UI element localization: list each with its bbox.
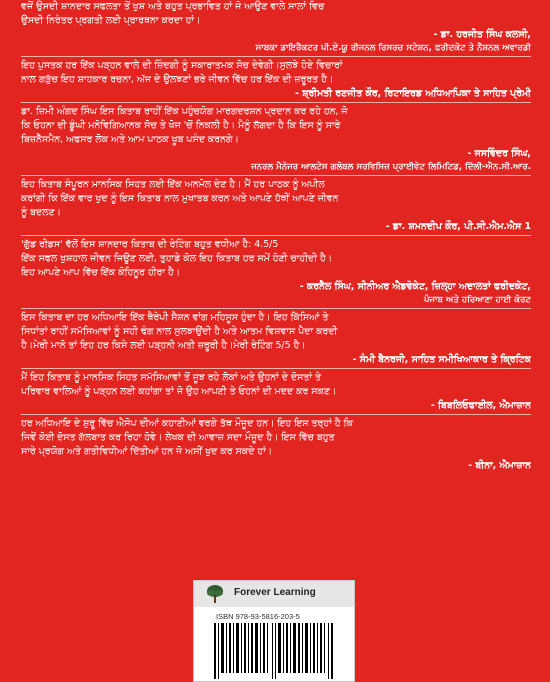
divider <box>21 414 531 415</box>
endorsements <box>21 0 531 473</box>
endorsement-text: ਵਜੋਂ ਉਸਦੀ ਸ਼ਾਨਦਾਰ ਸਫਲਤਾ ਤੋਂ ਖੁਸ਼ ਅਤੇ ਬਹੁਤ ਪ੍ਰਭਾਵਿਤ ਹਾਂ ਜੋ ਆਉਣ ਵਾਲੇ ਸਾਲਾਂ ਵਿਚ <box>21 1 325 12</box>
endorsement-text: ਪਰਿਵਾਰ ਵਾਲਿਆਂ ਨੂੰ ਪੜ੍ਹਨ ਲਈ ਕਹਾਂਗਾ ਤਾਂ ਜੋ ਉਹ ਆਪਣੀ ਤੇ ਓਹਨਾਂ ਦੀ ਮਦਦ ਕਰ ਸਕਣ। <box>21 386 337 397</box>
back-cover-footer <box>0 574 550 680</box>
tree-icon <box>206 584 224 604</box>
endorsement-text: ਇਹ ਕਿਤਾਬ ਸੰਪੂਰਨ ਮਾਨਸਿਕ ਸਿਹਤ ਲਈ ਇੱਕ ਅਨਮੋਲ ਦੇਣ ਹੈ। ਮੈਂ ਹਰ ਪਾਠਕ ਨੂੰ ਅਪੀਲ <box>21 179 325 190</box>
endorsement-author: - ਬੀਨਾ, ਐਮਾਜ਼ਾਨ <box>468 460 531 471</box>
publisher-brand-strip <box>194 581 354 607</box>
publisher-label <box>193 580 355 682</box>
endorsement-author: - ਬਿਬਲਿਓਫਾਈਲ, ਐਮਾਜ਼ਾਨ <box>430 400 531 411</box>
endorsement-text: ਜਿਵੇਂ ਕੋਈ ਦੋਸਤ ਗੱਲਬਾਤ ਕਰ ਰਿਹਾ ਹੋਵੇ। ਲੇਖਕ ਦੀ ਆਵਾਜ਼ ਸਦਾ ਮੌਜੂਦ ਹੈ। ਇਸ ਵਿੱਚ ਬਹੁਤ <box>21 432 335 443</box>
endorsement-author: - ਸ਼੍ਰੀਮਤੀ ਰਣਜੀਤ ਕੌਰ, ਰਿਟਾਇਰਡ ਅਧਿਆਪਿਕਾ ਤੇ ਸਾਹਿਤ ਪ੍ਰੇਮੀ <box>295 88 531 99</box>
endorsement-author-role: ਜਨਰਲ ਮੈਨੇਜਰ ਆਲਟੇਸ ਗਲੋਬਲ ਸਰਵਿਸਿਜ਼ ਪ੍ਰਾਈਵੇਟ ਲਿਮਿਟਿਡ, ਦਿੱਲੀ-ਐਨ.ਸੀ.ਆਰ. <box>251 162 531 172</box>
endorsement-text: ਇੱਕ ਸਫਲ ਖੁਸ਼ਹਾਲ ਜੀਵਨ ਜਿਊਣ ਲਈ, ਤੁਹਾਡੇ ਕੋਲ ਇਹ ਕਿਤਾਬ ਹਰ ਸਮੇਂ ਹੋਣੀ ਚਾਹੀਦੀ ਹੈ। <box>21 253 333 264</box>
publisher-name: Forever Learning <box>234 587 316 598</box>
divider <box>21 56 531 57</box>
endorsement-text: ਇਸ ਕਿਤਾਬ ਦਾ ਹਰ ਅਧਿਆਇ ਇੱਕ ਥੈਰੇਪੀ ਸੈਸ਼ਨ ਵਾਂਗ ਮਹਿਸੂਸ ਹੁੰਦਾ ਹੈ। ਇਹ ਕਿੱਸਿਆਂ ਤੇ <box>21 312 329 323</box>
endorsement-text: ਇਹ ਪੁਸਤਕ ਹਰ ਇੱਕ ਪੜ੍ਹਨ ਵਾਲੇ ਦੀ ਜ਼ਿੰਦਗੀ ਨੂੰ ਸਕਾਰਾਤਮਕ ਸੋਚ ਦੇਵੇਗੀ।ਸੁਲਝੇ ਹੋਏ ਵਿਚਾਰਾਂ <box>21 60 343 71</box>
endorsement-text: ਨੂੰ ਬਦਲਣ। <box>21 207 61 218</box>
divider <box>21 308 531 309</box>
barcode-icon <box>214 623 334 679</box>
endorsement-text: ਸਿਧਾਂਤਾਂ ਰਾਹੀਂ ਸਮੱਸਿਆਵਾਂ ਨੂੰ ਸਹੀ ਢੰਗ ਨਾਲ ਸੁਲਝਾਉਂਦੀ ਹੈ ਅਤੇ ਆਤਮ ਵਿਸ਼ਵਾਸ ਪੈਦਾ ਕਰਦੀ <box>21 326 338 337</box>
divider <box>21 175 531 176</box>
divider <box>21 235 531 236</box>
endorsement-text: ਬਿਜ਼ਨੈੱਸਮੈਨ, ਅਫਸਰ ਲੋਕ ਅਤੇ ਆਮ ਪਾਠਕ ਖੂਬ ਪਸੰਦ ਕਰਨਗੇ। <box>21 134 239 145</box>
endorsement-author: - ਸੰਮੀ ਬੈਨਰਜੀ, ਸਾਹਿਤ ਸਮੀਖਿਆਕਾਰ ਤੇ ਕ੍ਰਿਟਿਕ <box>352 354 531 365</box>
endorsement-author: - ਕਰਨੈਲ ਸਿੰਘ, ਸੀਨੀਅਰ ਐਡਵੋਕੇਟ, ਜ਼ਿਲ੍ਹਾ ਅਦਾਲਤਾਂ ਫਰੀਦਕੋਟ, <box>299 281 531 292</box>
endorsement-text: ਮੈਂ ਇਹ ਕਿਤਾਬ ਨੂੰ ਮਾਨਸਿਕ ਸਿਹਤ ਸਮੱਸਿਆਵਾਂ ਤੋਂ ਜੂਝ ਰਹੇ ਲੋਕਾਂ ਅਤੇ ਉਹਨਾਂ ਦੇ ਦੋਸਤਾਂ ਤੇ <box>21 372 321 383</box>
isbn-text: ISBN 978-93-5816-203-5 <box>216 612 300 621</box>
endorsement-text: ਕਿ ਓਹਨਾ ਦੀ ਡੂੰਘੀ ਮਨੋਵਿਗਿਆਨਕ ਸੋਚ ਤੇ ਖੋਜ 'ਚੋਂ ਨਿਕਲੀ ਹੈ। ਮੈਨੂੰ ਲੱਗਦਾ ਹੈ ਕਿ ਇਸ ਨੂੰ ਸਾਰੇ <box>21 120 341 131</box>
endorsement-text: ਸਾਰੇ ਪ੍ਰਯੋਗ ਅਤੇ ਗਤੀਵਿਧੀਆਂ ਦਿੱਤੀਆਂ ਹਨ ਜੋ ਅਸੀਂ ਖੁਦ ਕਰ ਸਕਦੇ ਹਾਂ। <box>21 446 273 457</box>
endorsement-author-role: ਪੰਜਾਬ ਅਤੇ ਹਰਿਆਣਾ ਹਾਈ ਕੋਰਟ <box>423 295 531 305</box>
endorsement-author: - ਡਾ. ਸ਼ਮਨਦੀਪ ਕੌਰ, ਪੀ.ਸੀ.ਐਮ.ਐਸ 1 <box>385 221 531 232</box>
endorsement-text: ਹੈ।ਮੇਰੀ ਮਾਨੋ ਤਾਂ ਇਹ ਹਰ ਕਿਸੇ ਲਈ ਪੜ੍ਹਨੀ ਅਤੀ ਜ਼ਰੂਰੀ ਹੈ।ਮੇਰੀ ਰੇਟਿੰਗ 5/5 ਹੈ। <box>21 340 306 351</box>
endorsement-text: ਕਰਾਂਗੀ ਕਿ ਇੱਕ ਵਾਰ ਖੁਦ ਨੂੰ ਇਸ ਕਿਤਾਬ ਨਾਲ ਮੁਖਾਤਬ ਕਰਨ ਅਤੇ ਆਪਣੇ ਹੱਥੀਂ ਆਪਣੇ ਜੀਵਨ <box>21 193 339 204</box>
endorsement-text: 'ਗੁੱਡ ਰੀਡਸ' ਵੱਲੋਂ ਇਸ ਸ਼ਾਨਦਾਰ ਕਿਤਾਬ ਦੀ ਰੇਟਿੰਗ ਬਹੁਤ ਵਧੀਆ ਹੈ: 4.5/5 <box>21 239 279 250</box>
endorsement-author: - ਡਾ. ਹਰਜੀਤ ਸਿੰਘ ਕਲਸੀ, <box>433 29 531 40</box>
divider <box>21 102 531 103</box>
endorsement-text: ਡਾ. ਜ਼ਿਮੀ ਅੰਗਦ ਸਿੰਘ ਇਸ ਕਿਤਾਬ ਰਾਹੀਂ ਇੱਕ ਪਹੁੰਚਯੋਗ ਮਾਰਗਦਰਸ਼ਨ ਪ੍ਰਦਾਨ ਕਰ ਰਹੇ ਹਨ, ਜੋ <box>21 106 348 117</box>
endorsement-text: ਨਾਲ ਗੜੁੱਚ ਇਹ ਸ਼ਾਹਕਾਰ ਰਚਨਾ, ਅੱਜ ਦੇ ਉਲਝਣਾਂ ਭਰੇ ਜੀਵਨ ਵਿੱਚ ਹਰ ਇੱਕ ਦੀ ਜ਼ਰੂਰਤ ਹੈ। <box>21 74 334 85</box>
endorsement-author-role: ਸਾਬਕਾ ਡਾਇਰੈਕਟਰ ਪੀ.ਏ.ਯੂ ਰੀਜਨਲ ਰਿਸਰਚ ਸਟੇਸ਼ਨ, ਫਰੀਦਕੋਟ ਤੇ ਨੈਸ਼ਨਲ ਅਵਾਰਡੀ <box>255 43 531 53</box>
divider <box>21 368 531 369</box>
endorsement-text: ਇਹ ਆਪਣੇ ਆਪ ਵਿੱਚ ਇੱਕ ਕੋਹਿਨੂਰ ਹੀਰਾ ਹੈ। <box>21 267 181 278</box>
endorsement-text: ਉਸਦੀ ਨਿਰੰਤਰ ਪ੍ਰਗਤੀ ਲਈ ਪ੍ਰਾਰਥਨਾ ਕਰਦਾ ਹਾਂ। <box>21 15 201 26</box>
endorsement-author: - ਜਸਵਿੰਦਰ ਸਿੰਘ, <box>467 148 531 159</box>
endorsement-text: ਹਰ ਅਧਿਆਇ ਦੇ ਸ਼ੁਰੂ ਵਿੱਚ ਐਸੋਪ ਦੀਆਂ ਕਹਾਣੀਆਂ ਵਰਗੇ ਤੱਥ ਮੌਜੂਦ ਹਨ। ਇਹ ਇਸ ਤਰ੍ਹਾਂ ਹੈ ਕਿ <box>21 418 353 429</box>
